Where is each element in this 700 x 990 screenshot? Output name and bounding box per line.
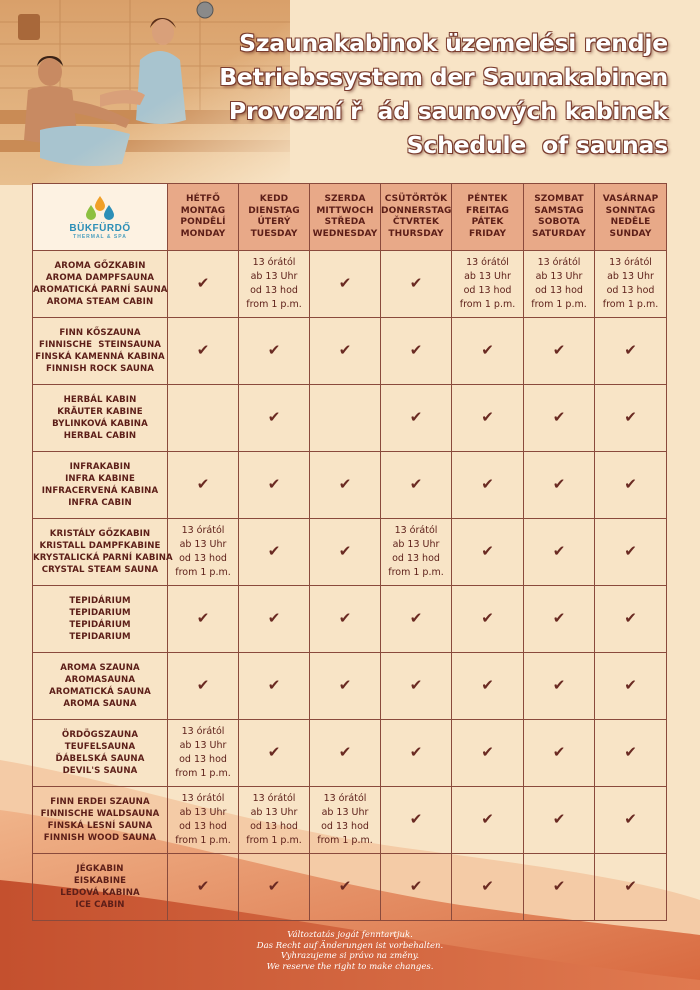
- schedule-cell-tuesday: [239, 452, 310, 519]
- sauna-name: TEPIDÁRIUM: [69, 620, 131, 630]
- schedule-cell-wednesday: [310, 452, 381, 519]
- day-header-sunday: [595, 184, 667, 251]
- schedule-cell-saturday: [524, 854, 595, 921]
- check-icon: ✔: [338, 340, 352, 359]
- schedule-cell-friday: [452, 385, 524, 452]
- schedule-cell-sunday: [595, 787, 667, 854]
- day-label: FRIDAY: [468, 228, 507, 239]
- day-header-saturday: [524, 184, 595, 251]
- opening-time-note: ab 13 Uhr: [392, 539, 440, 550]
- check-icon: ✔: [338, 876, 352, 895]
- sauna-name: FINN KŐSZAUNA: [59, 328, 141, 338]
- day-label: THURSDAY: [388, 228, 444, 239]
- check-icon: ✔: [267, 675, 281, 694]
- opening-time-note: od 13 hod: [250, 821, 298, 832]
- schedule-cell-tuesday: [239, 854, 310, 921]
- schedule-cell-sunday: [595, 854, 667, 921]
- day-label: DIENSTAG: [248, 205, 300, 216]
- opening-time-note: ab 13 Uhr: [535, 271, 583, 282]
- sauna-name: KRISTALL DAMPFKABINE: [39, 541, 161, 551]
- sauna-name: FINNISH WOOD SAUNA: [43, 833, 157, 843]
- check-icon: ✔: [409, 474, 423, 493]
- opening-time-note: from 1 p.m.: [175, 768, 231, 779]
- sauna-name: INFRACERVENÁ KABINA: [41, 486, 159, 496]
- sauna-name: KRÄUTER KABINE: [57, 407, 143, 417]
- check-icon: ✔: [196, 273, 210, 292]
- schedule-cell-tuesday: [239, 653, 310, 720]
- schedule-cell-tuesday: [239, 519, 310, 586]
- schedule-cell-wednesday: [310, 653, 381, 720]
- day-label: MITTWOCH: [316, 205, 374, 216]
- check-icon: ✔: [196, 340, 210, 359]
- schedule-cell-monday: [168, 519, 239, 586]
- bukfurdo-logo: [33, 195, 167, 240]
- schedule-cell-wednesday: [310, 385, 381, 452]
- sauna-name: AROMATICKÁ SAUNA: [49, 687, 151, 697]
- opening-time-note: od 13 hod: [179, 553, 227, 564]
- table-row: [33, 251, 667, 318]
- day-label: MONTAG: [180, 205, 226, 216]
- title-hungarian: Szaunakabinok üzemelési rendje: [239, 29, 668, 57]
- opening-time-note: from 1 p.m.: [246, 835, 302, 846]
- sauna-name-cell: [33, 318, 168, 385]
- opening-time-note: 13 órától: [323, 793, 367, 804]
- title-czech: Provozní ř ád saunových kabinek: [228, 97, 668, 125]
- schedule-cell-thursday: [381, 787, 452, 854]
- check-icon: ✔: [624, 876, 637, 895]
- sauna-name-cell: [33, 452, 168, 519]
- opening-time-note: from 1 p.m.: [246, 299, 302, 310]
- opening-time-note: 13 órától: [181, 525, 225, 536]
- opening-time-note: ab 13 Uhr: [607, 271, 654, 282]
- check-icon: ✔: [196, 675, 210, 694]
- check-icon: ✔: [267, 541, 281, 560]
- schedule-cell-saturday: [524, 720, 595, 787]
- check-icon: ✔: [267, 407, 281, 426]
- schedule-cell-tuesday: [239, 720, 310, 787]
- footer-line-czech: Vyhrazujeme si právo na změny.: [280, 951, 420, 961]
- table-row: [33, 720, 667, 787]
- opening-time-note: 13 órától: [181, 726, 225, 737]
- day-header-wednesday: [310, 184, 381, 251]
- sauna-name: BYLINKOVÁ KABINA: [52, 419, 148, 429]
- sauna-name: INFRA KABINE: [65, 474, 135, 484]
- footer-line-hungarian: Változtatás jogát fenntartjuk.: [287, 930, 413, 940]
- check-icon: ✔: [552, 876, 566, 895]
- table-row: [33, 385, 667, 452]
- schedule-cell-thursday: [381, 318, 452, 385]
- sauna-name: AROMA SZAUNA: [60, 663, 140, 673]
- schedule-cell-tuesday: [239, 318, 310, 385]
- day-header-monday: [168, 184, 239, 251]
- check-icon: ✔: [267, 876, 281, 895]
- schedule-cell-tuesday: [239, 251, 310, 318]
- opening-time-note: od 13 hod: [179, 754, 227, 765]
- day-label: SAMSTAG: [534, 205, 584, 216]
- opening-time-note: 13 órától: [537, 257, 581, 268]
- day-label: SONNTAG: [605, 205, 656, 216]
- opening-time-note: od 13 hod: [606, 285, 655, 296]
- opening-time-note: from 1 p.m.: [175, 835, 231, 846]
- schedule-cell-saturday: [524, 586, 595, 653]
- check-icon: ✔: [552, 407, 566, 426]
- schedule-cell-friday: [452, 251, 524, 318]
- day-label: PONDĚLÍ: [180, 217, 226, 227]
- sauna-name-cell: [33, 787, 168, 854]
- opening-time-note: ab 13 Uhr: [250, 271, 298, 282]
- drops-icon: [83, 195, 117, 221]
- day-label: STŘEDA: [324, 217, 366, 227]
- check-icon: ✔: [409, 809, 423, 828]
- check-icon: ✔: [624, 474, 637, 493]
- opening-time-note: od 13 hod: [250, 285, 298, 296]
- schedule-cell-wednesday: [310, 586, 381, 653]
- sauna-name: TEPIDARIUM: [69, 608, 131, 618]
- day-label: PÁTEK: [471, 217, 504, 227]
- footer-line-english: We reserve the right to make changes.: [266, 961, 434, 972]
- sauna-name: AROMA GŐZKABIN: [54, 261, 146, 271]
- opening-time-note: od 13 hod: [392, 553, 440, 564]
- check-icon: ✔: [624, 340, 637, 359]
- opening-time-note: od 13 hod: [179, 821, 227, 832]
- opening-time-note: 13 órától: [466, 257, 509, 268]
- schedule-cell-tuesday: [239, 385, 310, 452]
- table-row: [33, 854, 667, 921]
- check-icon: ✔: [624, 809, 637, 828]
- schedule-cell-friday: [452, 854, 524, 921]
- sauna-name-cell: [33, 854, 168, 921]
- schedule-cell-thursday: [381, 452, 452, 519]
- sauna-name: FINSKÁ LESNÍ SAUNA: [47, 821, 153, 831]
- check-icon: ✔: [409, 675, 423, 694]
- schedule-cell-wednesday: [310, 519, 381, 586]
- check-icon: ✔: [338, 608, 352, 627]
- opening-time-note: from 1 p.m.: [317, 835, 373, 846]
- schedule-cell-monday: [168, 653, 239, 720]
- check-icon: ✔: [196, 608, 210, 627]
- schedule-cell-sunday: [595, 385, 667, 452]
- day-label: SZOMBAT: [534, 194, 584, 204]
- schedule-cell-wednesday: [310, 720, 381, 787]
- check-icon: ✔: [552, 541, 566, 560]
- table-row: [33, 586, 667, 653]
- check-icon: ✔: [481, 474, 494, 493]
- day-label: SOBOTA: [538, 217, 580, 227]
- footer-line-german: Das Recht auf Änderungen ist vorbehalten.: [256, 940, 444, 951]
- day-label: DONNERSTAG: [381, 205, 452, 216]
- check-icon: ✔: [481, 876, 494, 895]
- sauna-name: KRISTÁLY GŐZKABIN: [49, 529, 151, 539]
- sauna-name: ICE CABIN: [75, 900, 125, 910]
- day-label: PÉNTEK: [467, 194, 508, 204]
- schedule-cell-thursday: [381, 385, 452, 452]
- logo-brand: BÜKFÜRDŐ: [69, 222, 131, 234]
- check-icon: ✔: [409, 407, 423, 426]
- opening-time-note: from 1 p.m.: [388, 567, 444, 578]
- opening-time-note: 13 órától: [394, 525, 438, 536]
- schedule-cell-thursday: [381, 854, 452, 921]
- title-english: Schedule of saunas: [406, 131, 668, 159]
- sauna-name: TEUFELSAUNA: [64, 742, 136, 752]
- opening-time-note: 13 órától: [252, 793, 296, 804]
- day-header-friday: [452, 184, 524, 251]
- check-icon: ✔: [267, 474, 281, 493]
- sauna-name: HERBÁL KABIN: [63, 395, 137, 405]
- check-icon: ✔: [624, 541, 637, 560]
- table-row: [33, 653, 667, 720]
- sauna-name: ĎÁBELSKÁ SAUNA: [55, 754, 145, 764]
- schedule-cell-friday: [452, 519, 524, 586]
- sauna-name: AROMA SAUNA: [63, 699, 137, 709]
- day-label: WEDNESDAY: [312, 228, 378, 239]
- table-body: [33, 251, 667, 921]
- sauna-name: DEVIL'S SAUNA: [62, 766, 138, 776]
- sauna-name: CRYSTAL STEAM SAUNA: [41, 565, 159, 575]
- opening-time-note: 13 órától: [609, 257, 652, 268]
- sauna-name: AROMA STEAM CABIN: [46, 297, 154, 307]
- check-icon: ✔: [267, 742, 281, 761]
- title-block: [219, 26, 668, 162]
- day-label: SZERDA: [324, 194, 366, 204]
- schedule-cell-sunday: [595, 452, 667, 519]
- sauna-name: FINN ERDEI SZAUNA: [50, 797, 150, 807]
- schedule-cell-saturday: [524, 385, 595, 452]
- schedule-cell-thursday: [381, 720, 452, 787]
- sauna-name: ÖRDÖGSZAUNA: [61, 730, 139, 740]
- check-icon: ✔: [267, 608, 281, 627]
- sauna-name-cell: [33, 720, 168, 787]
- check-icon: ✔: [552, 340, 566, 359]
- schedule-table: [32, 183, 667, 921]
- check-icon: ✔: [338, 474, 352, 493]
- sauna-name: INFRAKABIN: [69, 462, 131, 472]
- day-label: SATURDAY: [531, 228, 587, 239]
- schedule-cell-friday: [452, 787, 524, 854]
- sauna-name: FINNISCHE WALDSAUNA: [40, 809, 160, 819]
- schedule-cell-wednesday: [310, 854, 381, 921]
- check-icon: ✔: [624, 407, 637, 426]
- schedule-cell-wednesday: [310, 318, 381, 385]
- check-icon: ✔: [196, 474, 210, 493]
- schedule-cell-friday: [452, 653, 524, 720]
- opening-time-note: 13 órától: [181, 793, 225, 804]
- schedule-cell-thursday: [381, 653, 452, 720]
- check-icon: ✔: [481, 742, 494, 761]
- schedule-cell-sunday: [595, 653, 667, 720]
- sauna-name: AROMA DAMPFSAUNA: [45, 273, 155, 283]
- day-label: VASÁRNAP: [602, 194, 659, 204]
- schedule-cell-monday: [168, 854, 239, 921]
- check-icon: ✔: [552, 742, 566, 761]
- schedule-cell-friday: [452, 586, 524, 653]
- opening-time-note: od 13 hod: [321, 821, 369, 832]
- sauna-name: AROMASAUNA: [64, 675, 136, 685]
- schedule-cell-thursday: [381, 519, 452, 586]
- schedule-cell-monday: [168, 251, 239, 318]
- day-label: KEDD: [259, 194, 289, 204]
- schedule-cell-saturday: [524, 452, 595, 519]
- schedule-cell-friday: [452, 720, 524, 787]
- table-row: [33, 452, 667, 519]
- day-label: ČTVRTEK: [392, 217, 440, 227]
- check-icon: ✔: [409, 876, 423, 895]
- check-icon: ✔: [481, 608, 494, 627]
- check-icon: ✔: [552, 675, 566, 694]
- schedule-cell-sunday: [595, 720, 667, 787]
- logo-cell: [33, 184, 168, 251]
- header-row: [33, 184, 667, 251]
- check-icon: ✔: [552, 608, 566, 627]
- check-icon: ✔: [552, 474, 566, 493]
- schedule-cell-wednesday: [310, 787, 381, 854]
- opening-time-note: ab 13 Uhr: [464, 271, 511, 282]
- sauna-name-cell: [33, 519, 173, 586]
- day-label: ÚTERÝ: [257, 217, 291, 227]
- check-icon: ✔: [338, 742, 352, 761]
- day-label: CSÜTÖRTÖK: [384, 194, 448, 204]
- check-icon: ✔: [624, 742, 637, 761]
- check-icon: ✔: [409, 273, 423, 292]
- sauna-name: FINNISCHE STEINSAUNA: [38, 340, 161, 350]
- sauna-name: HERBAL CABIN: [63, 431, 137, 441]
- day-label: FREITAG: [465, 205, 510, 216]
- opening-time-note: from 1 p.m.: [531, 299, 587, 310]
- sauna-name-cell: [33, 653, 168, 720]
- schedule-cell-saturday: [524, 653, 595, 720]
- day-label: MONDAY: [180, 228, 226, 239]
- schedule-cell-friday: [452, 318, 524, 385]
- sauna-name: KRYSTALICKÁ PARNÍ KABINA: [33, 553, 173, 563]
- sauna-name: INFRA CABIN: [68, 498, 132, 508]
- schedule-cell-friday: [452, 452, 524, 519]
- sauna-name-cell: [33, 385, 168, 452]
- sauna-name: TEPIDÁRIUM: [69, 596, 131, 606]
- check-icon: ✔: [196, 876, 210, 895]
- schedule-cell-monday: [168, 787, 239, 854]
- check-icon: ✔: [624, 675, 637, 694]
- schedule-cell-saturday: [524, 318, 595, 385]
- schedule-cell-sunday: [595, 318, 667, 385]
- check-icon: ✔: [481, 809, 494, 828]
- sauna-name: AROMATICKÁ PARNÍ SAUNA: [33, 285, 168, 295]
- footer-notice: [0, 930, 700, 972]
- check-icon: ✔: [481, 340, 494, 359]
- schedule-cell-monday: [168, 720, 239, 787]
- title-german: Betriebssystem der Saunakabinen: [219, 63, 668, 91]
- table-row: [33, 787, 667, 854]
- check-icon: ✔: [409, 340, 423, 359]
- check-icon: ✔: [481, 541, 494, 560]
- check-icon: ✔: [481, 675, 494, 694]
- day-header-thursday: [381, 184, 452, 251]
- sauna-name-cell: [33, 251, 168, 318]
- check-icon: ✔: [267, 340, 281, 359]
- check-icon: ✔: [338, 675, 352, 694]
- check-icon: ✔: [338, 541, 352, 560]
- logo-subtitle: THERMAL & SPA: [73, 233, 127, 240]
- schedule-cell-monday: [168, 385, 239, 452]
- schedule-cell-wednesday: [310, 251, 381, 318]
- check-icon: ✔: [409, 608, 423, 627]
- schedule-cell-monday: [168, 452, 239, 519]
- day-label: SUNDAY: [609, 228, 652, 239]
- schedule-cell-sunday: [595, 519, 667, 586]
- opening-time-note: ab 13 Uhr: [250, 807, 298, 818]
- check-icon: ✔: [552, 809, 566, 828]
- day-label: NEDĚLE: [610, 217, 651, 227]
- opening-time-note: ab 13 Uhr: [179, 539, 227, 550]
- opening-time-note: from 1 p.m.: [175, 567, 231, 578]
- check-icon: ✔: [409, 742, 423, 761]
- schedule-cell-tuesday: [239, 586, 310, 653]
- day-header-tuesday: [239, 184, 310, 251]
- day-label: HÉTFŐ: [185, 194, 221, 204]
- opening-time-note: ab 13 Uhr: [321, 807, 369, 818]
- sauna-name-cell: [33, 586, 168, 653]
- schedule-cell-thursday: [381, 251, 452, 318]
- schedule-cell-thursday: [381, 586, 452, 653]
- schedule-cell-saturday: [524, 251, 595, 318]
- opening-time-note: from 1 p.m.: [602, 299, 659, 310]
- opening-time-note: od 13 hod: [463, 285, 512, 296]
- opening-time-note: ab 13 Uhr: [179, 740, 227, 751]
- schedule-cell-saturday: [524, 787, 595, 854]
- schedule-cell-monday: [168, 586, 239, 653]
- check-icon: ✔: [624, 608, 637, 627]
- opening-time-note: od 13 hod: [535, 285, 583, 296]
- sauna-name: LEDOVÁ KABINA: [60, 888, 140, 898]
- sauna-name: FINSKÁ KAMENNÁ KABINA: [35, 352, 165, 362]
- schedule-cell-saturday: [524, 519, 595, 586]
- opening-time-note: from 1 p.m.: [459, 299, 516, 310]
- table-row: [33, 318, 667, 385]
- check-icon: ✔: [338, 273, 352, 292]
- sauna-name: EISKABINE: [73, 876, 127, 886]
- schedule-cell-sunday: [595, 251, 667, 318]
- sauna-name: TEPIDARIUM: [69, 632, 131, 642]
- schedule-cell-monday: [168, 318, 239, 385]
- day-label: TUESDAY: [250, 228, 298, 239]
- check-icon: ✔: [481, 407, 494, 426]
- table-row: [33, 519, 667, 586]
- opening-time-note: 13 órától: [252, 257, 296, 268]
- schedule-cell-tuesday: [239, 787, 310, 854]
- sauna-name: FINNISH ROCK SAUNA: [45, 364, 155, 374]
- schedule-cell-sunday: [595, 586, 667, 653]
- sauna-name: JÉGKABIN: [76, 864, 124, 874]
- opening-time-note: ab 13 Uhr: [179, 807, 227, 818]
